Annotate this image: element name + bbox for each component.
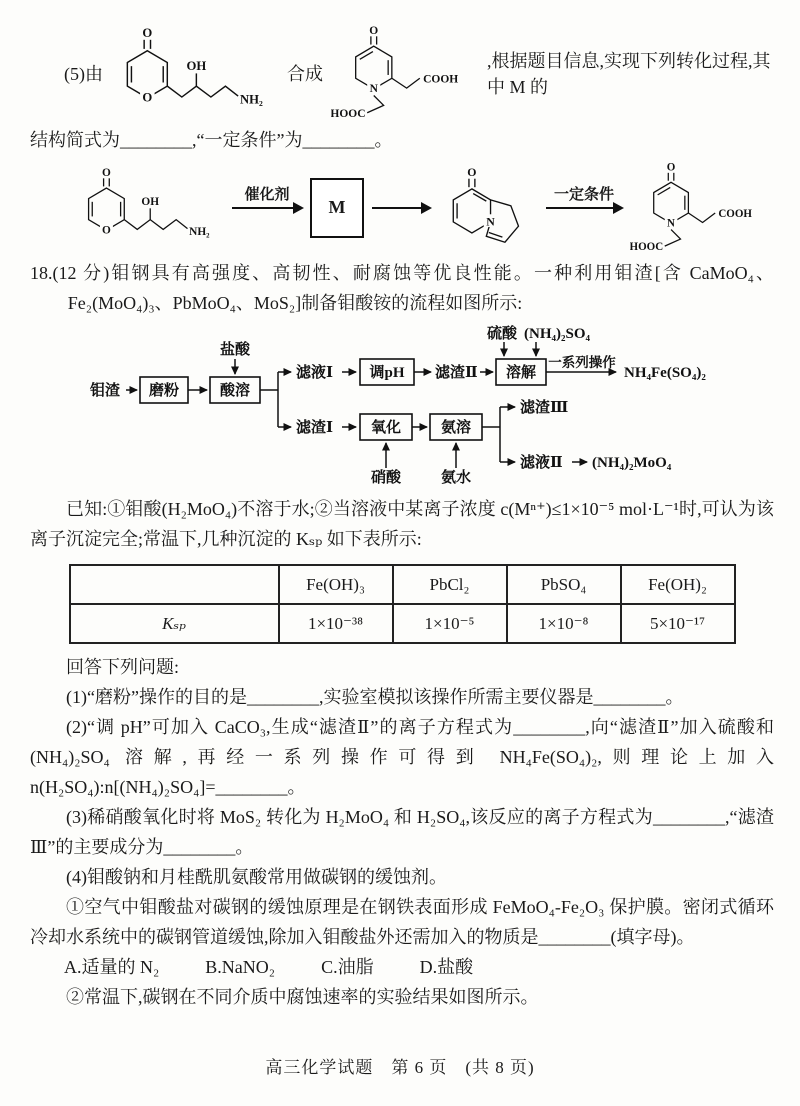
conversion-scheme (74, 161, 774, 254)
table-col-header: PbSO₄ (507, 565, 621, 604)
question-18-intro: 18.(12 分)钼钢具有高强度、高韧性、耐腐蚀等优良性能。一种利用钼渣[含 CaMoO₄、Fe₂(MoO₄)₃、PbMoO₄、MoS₂]制备钼酸铵的流程如图所示: (30, 263, 774, 313)
option-b: B.NaNO₂ (205, 957, 276, 977)
question-18-2: (2)“调 pH”可加入 CaCO₃,生成“滤渣Ⅱ”的离子方程式为________,向“滤渣Ⅱ”加入硫酸和(NH₄)₂SO₄ 溶解,再经一系列操作可得到 NH₄Fe(SO₄)₂,则理论上加入 n(H₂SO₄):n[(NH₄)₂SO₄]=________。 (30, 717, 774, 797)
residue1-label: 滤渣Ⅰ (296, 420, 334, 436)
question-18-4-1: ①空气中钼酸盐对碳钢的缓蚀原理是在钢铁表面形成 FeMoO₄-Fe₂O₃ 保护膜。密闭式循环冷却水系统中的碳钢管道缓蚀,除加入钼酸盐外还需加入的物质是________(填字母)。 (30, 897, 774, 947)
h2so4-input-label: 硫酸 (486, 326, 518, 342)
table-corner-cell (70, 565, 279, 604)
question-18-4-2: ②常温下,碳钢在不同介质中腐蚀速率的实验结果如图所示。 (66, 987, 539, 1007)
feed-label: 钼渣 (90, 383, 121, 399)
filtrate2-label: 滤液Ⅱ (520, 455, 563, 471)
q5-synth-label: 合成 (287, 63, 323, 84)
series-operations-label: 一系列操作 (548, 355, 616, 370)
hno3-input-label: 硝酸 (370, 470, 402, 486)
option-a: A.适量的 N₂ (64, 957, 160, 977)
q5-suffix: ,根据题目信息,实现下列转化过程,其中 M 的 (487, 50, 771, 97)
residue3-label: 滤渣Ⅲ (520, 400, 569, 416)
adjust-ph-label: 调pH (369, 365, 405, 381)
pyridinone-diacid-structure (331, 24, 479, 121)
table-col-header: Fe(OH)₂ (621, 565, 735, 604)
table-col-header: Fe(OH)₃ (279, 565, 393, 604)
quinolizinone-structure (438, 166, 538, 249)
answer-header: 回答下列问题: (66, 657, 180, 677)
nh42so4-input-label: (NH₄)₂SO₄ (524, 326, 590, 342)
ksp-table (69, 564, 736, 644)
table-col-header: PbCl₂ (393, 565, 507, 604)
known-info: 已知:①钼酸(H₂MoO₄)不溶于水;②当溶液中某离子浓度 c(Mⁿ⁺)≤1×10⁻⁵ mol·L⁻¹时,可认为该离子沉淀完全;常温下,几种沉淀的 Kₛₚ 如下表所示: (30, 499, 774, 549)
ksp-value: 1×10⁻⁸ (507, 604, 621, 643)
question-18-1: (1)“磨粉”操作的目的是________,实验室模拟该操作所需主要仪器是________。 (66, 687, 684, 707)
filtrate1-label: 滤液Ⅰ (296, 365, 334, 381)
product1-label: NH₄Fe(SO₄)₂ (624, 365, 706, 381)
plain-arrow (372, 207, 430, 209)
table-row (70, 565, 735, 604)
ksp-value: 1×10⁻³⁸ (279, 604, 393, 643)
ksp-value: 1×10⁻⁵ (393, 604, 507, 643)
q5-prefix: (5)由 (64, 63, 103, 84)
option-c: C.油脂 (321, 957, 374, 977)
m-label: M (328, 197, 346, 217)
pyranone-structure (111, 26, 279, 119)
ammonia-dissolve-label: 氨溶 (440, 420, 472, 436)
condition-arrow (546, 186, 622, 209)
pyranone-structure (74, 166, 224, 249)
dissolve-label: 溶解 (505, 365, 537, 381)
table-row (70, 604, 735, 643)
ksp-value: 5×10⁻¹⁷ (621, 604, 735, 643)
intermediate-m-box (310, 178, 364, 238)
question-18-3: (3)稀硝酸氧化时将 MoS₂ 转化为 H₂MoO₄ 和 H₂SO₄,该反应的离子方程式为________,“滤渣Ⅲ”的主要成分为________。 (30, 807, 774, 857)
catalyst-label: 催化剂 (244, 186, 290, 203)
catalyst-arrow (232, 186, 302, 209)
hcl-input-label: 盐酸 (219, 342, 251, 358)
ksp-row-label: Kₛₚ (70, 604, 279, 643)
acid-dissolve-label: 酸溶 (219, 383, 251, 399)
residue2-label: 滤渣Ⅱ (435, 365, 478, 381)
pyridinone-diacid-structure (630, 161, 772, 254)
question-5-statement (64, 24, 774, 121)
ammonia-water-label: 氨水 (440, 470, 472, 486)
oxidize-label: 氧化 (370, 420, 402, 436)
process-flowchart (88, 322, 788, 487)
q5-blanks-line: 结构简式为________,“一定条件”为________。 (30, 130, 393, 150)
option-d: D.盐酸 (419, 957, 474, 977)
page-footer: 高三化学试题 第 6 页 (共 8 页) (265, 1058, 535, 1077)
question-18-4: (4)钼酸钠和月桂酰肌氨酸常用做碳钢的缓蚀剂。 (66, 867, 447, 887)
choice-options (64, 952, 774, 982)
product2-label: (NH₄)₂MoO₄ (592, 455, 672, 471)
condition-label: 一定条件 (553, 186, 615, 203)
grind-label: 磨粉 (148, 383, 180, 399)
